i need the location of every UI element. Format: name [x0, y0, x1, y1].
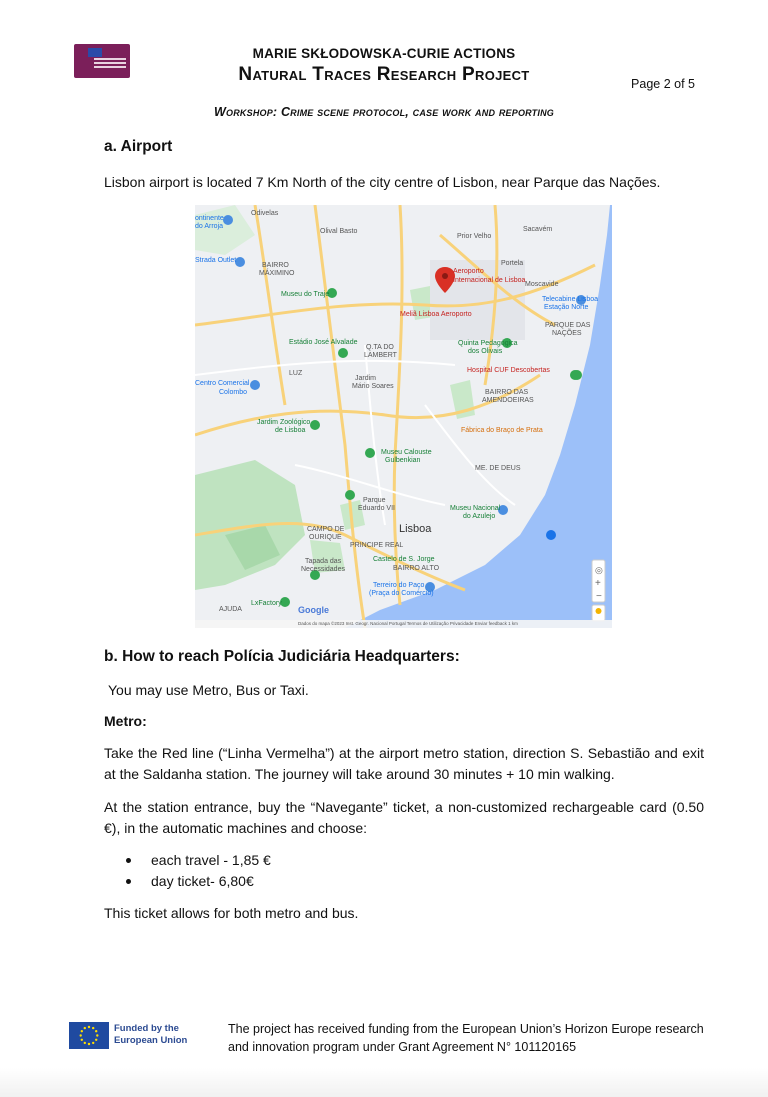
ticket-options-list	[126, 850, 271, 892]
svg-text:+: +	[595, 578, 601, 589]
svg-text:ME. DE DEUS: ME. DE DEUS	[475, 465, 521, 472]
svg-text:Terreiro do Paço: Terreiro do Paço	[373, 582, 425, 589]
svg-text:OURIQUE: OURIQUE	[309, 534, 342, 541]
eu-funded-label: Funded by the European Union	[114, 1023, 188, 1046]
svg-text:Museu do Traje: Museu do Traje	[281, 291, 330, 298]
svg-text:LUZ: LUZ	[289, 370, 303, 377]
svg-text:AMENDOEIRAS: AMENDOEIRAS	[482, 397, 534, 404]
svg-text:Parque: Parque	[363, 497, 386, 504]
svg-text:Quinta Pedagógica: Quinta Pedagógica	[458, 340, 518, 347]
svg-text:BAIRRO: BAIRRO	[262, 262, 289, 269]
svg-text:do Azulejo: do Azulejo	[463, 513, 496, 520]
svg-text:Portela: Portela	[501, 260, 524, 267]
svg-text:Aeroporto: Aeroporto	[453, 268, 484, 275]
svg-text:Mário Soares: Mário Soares	[352, 383, 394, 390]
metro-heading: Metro:	[104, 713, 147, 729]
svg-text:−: −	[596, 591, 602, 602]
svg-text:Moscavide: Moscavide	[525, 281, 559, 288]
svg-text:Castelo de S. Jorge: Castelo de S. Jorge	[373, 556, 435, 563]
svg-text:BAIRRO ALTO: BAIRRO ALTO	[393, 565, 440, 572]
svg-text:Internacional de Lisboa: Internacional de Lisboa	[453, 277, 526, 284]
metro-paragraph-3: This ticket allows for both metro and bus.	[104, 905, 359, 921]
page-bottom-edge	[0, 1068, 768, 1097]
svg-text:Odivelas: Odivelas	[251, 210, 279, 217]
svg-text:Prior Velho: Prior Velho	[457, 233, 492, 240]
svg-text:Strada Outlet: Strada Outlet	[195, 257, 237, 264]
section-b-heading: b. How to reach Polícia Judiciária Headquarters:	[104, 648, 460, 665]
svg-text:ontinente: ontinente	[195, 215, 224, 222]
workshop-title: Workshop: Crime scene protocol, case work and reporting	[214, 105, 554, 119]
svg-text:Jardim: Jardim	[355, 375, 377, 382]
section-b-intro: You may use Metro, Bus or Taxi.	[108, 682, 309, 698]
svg-text:Gulbenkian: Gulbenkian	[385, 457, 421, 464]
svg-text:Colombo: Colombo	[219, 389, 248, 396]
svg-text:Estação Norte: Estação Norte	[544, 304, 589, 311]
svg-text:MÁXIMINO: MÁXIMINO	[259, 270, 295, 277]
svg-text:PARQUE DAS: PARQUE DAS	[545, 322, 591, 329]
section-a-text: Lisbon airport is located 7 Km North of the city centre of Lisbon, near Parque das Nações.	[104, 174, 661, 190]
svg-text:Sacavém: Sacavém	[523, 226, 553, 233]
svg-text:de Lisboa: de Lisboa	[275, 427, 306, 434]
section-a-heading: a. Airport	[104, 138, 173, 155]
svg-text:Estádio José Alvalade: Estádio José Alvalade	[289, 339, 358, 346]
map-attribution[interactable]: Dados do mapa ©2023 Inst. Geogr. Nacional Portugal Termos de Utilização Privacidade Enviar feedback 1 km	[298, 621, 518, 626]
svg-text:Meliã Lisboa Aeroporto: Meliã Lisboa Aeroporto	[400, 311, 472, 318]
svg-text:Fábrica do Braço de Prata: Fábrica do Braço de Prata	[461, 427, 543, 434]
header-title: MARIE SKŁODOWSKA-CURIE ACTIONS	[252, 46, 516, 61]
svg-text:Jardim Zoológico: Jardim Zoológico	[257, 419, 311, 426]
svg-text:LxFactory: LxFactory	[251, 600, 282, 607]
svg-text:CAMPO DE: CAMPO DE	[307, 526, 345, 533]
list-item: day ticket- 6,80€	[126, 871, 271, 892]
lisbon-map[interactable]	[195, 205, 612, 628]
svg-text:Tapada das: Tapada das	[305, 558, 342, 565]
svg-text:Lisboa: Lisboa	[399, 523, 432, 535]
google-logo: Google	[298, 605, 329, 615]
list-item: each travel - 1,85 €	[126, 850, 271, 871]
svg-text:Museu Nacional: Museu Nacional	[450, 505, 501, 512]
funding-statement: The project has received funding from the European Union’s Horizon Europe research and innovation program under Grant Agreement N° 101120165	[228, 1022, 704, 1054]
svg-text:Olival Basto: Olival Basto	[320, 228, 358, 235]
svg-text:NAÇÕES: NAÇÕES	[552, 330, 582, 337]
svg-text:BAIRRO DAS: BAIRRO DAS	[485, 389, 529, 396]
svg-text:dos Olivais: dos Olivais	[468, 348, 503, 355]
svg-text:Eduardo VII: Eduardo VII	[358, 505, 395, 512]
svg-text:Necessidades: Necessidades	[301, 566, 345, 573]
metro-paragraph-1: Take the Red line (“Linha Vermelha”) at the airport metro station, direction S. Sebastião and exit at the Saldanha station. The journey will take around 30 minutes + 10 min walking.	[104, 745, 704, 782]
metro-paragraph-2: At the station entrance, buy the “Navegante” ticket, a non-customized rechargeable card (0.50 €), in the automatic machines and choose:	[104, 799, 704, 836]
svg-text:Museu Calouste: Museu Calouste	[381, 449, 432, 456]
project-title: Natural Traces Research Project	[238, 64, 530, 85]
page-number: Page 2 of 5	[631, 77, 695, 91]
svg-text:(Praça do Comércio): (Praça do Comércio)	[369, 590, 434, 597]
svg-text:Telecabine Lisboa: Telecabine Lisboa	[542, 296, 599, 303]
eu-flag-icon	[69, 1022, 109, 1049]
svg-text:do Arroja: do Arroja	[195, 223, 224, 230]
svg-text:Q.TA DO: Q.TA DO	[366, 344, 394, 351]
svg-text:Centro Comercial: Centro Comercial	[195, 380, 250, 387]
svg-text:LAMBERT: LAMBERT	[364, 352, 397, 359]
svg-text:Hospital CUF Descobertas: Hospital CUF Descobertas	[467, 367, 550, 374]
svg-text:PRINCIPE REAL: PRINCIPE REAL	[350, 542, 404, 549]
svg-text:◎: ◎	[595, 565, 603, 575]
svg-text:AJUDA: AJUDA	[219, 606, 242, 613]
